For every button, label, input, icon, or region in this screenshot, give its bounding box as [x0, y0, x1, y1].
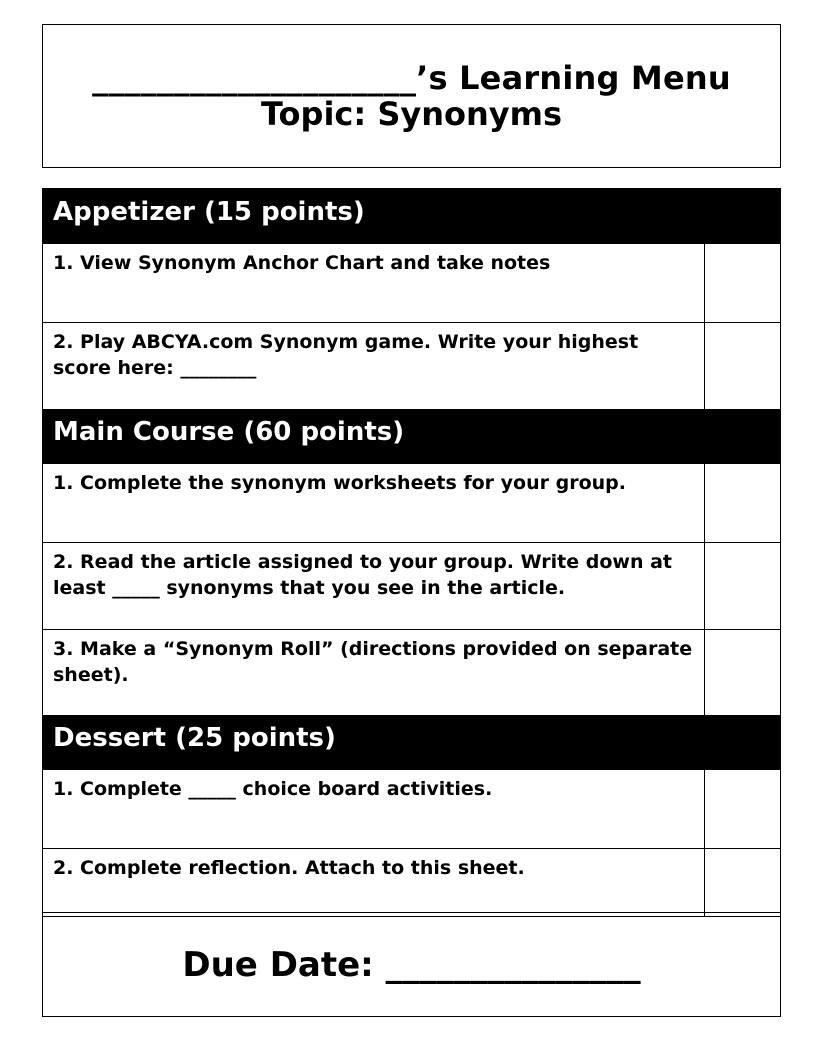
- menu-header: [42, 24, 781, 168]
- task-row: [43, 629, 780, 715]
- learning-menu-table: [42, 188, 781, 917]
- section-heading-main-course: Main Course (60 points): [43, 409, 780, 463]
- task-row: [43, 848, 780, 916]
- due-date-blank: _______________: [385, 944, 641, 985]
- task-text: 2. Play ABCYA.com Synonym game. Write your highest score here: ________: [43, 323, 705, 409]
- topic-line: Topic: Synonyms: [260, 95, 563, 133]
- task-checkbox[interactable]: [705, 770, 780, 848]
- name-blank: ____________________: [92, 59, 417, 97]
- task-row: [43, 542, 780, 629]
- task-text: 1. Complete the synonym worksheets for your group.: [43, 464, 705, 542]
- section-heading-appetizer: Appetizer (15 points): [43, 189, 780, 243]
- task-checkbox[interactable]: [705, 630, 780, 715]
- task-text: 1. Complete _____ choice board activities.: [43, 770, 705, 848]
- due-date: [182, 945, 640, 985]
- task-text: 1. View Synonym Anchor Chart and take notes: [43, 244, 705, 322]
- task-checkbox[interactable]: [705, 323, 780, 409]
- page-title: [92, 60, 731, 96]
- task-checkbox[interactable]: [705, 464, 780, 542]
- due-date-box: [42, 912, 781, 1017]
- task-row: [43, 322, 780, 409]
- task-checkbox[interactable]: [705, 543, 780, 629]
- task-text: 3. Make a “Synonym Roll” (directions provided on separate sheet).: [43, 630, 705, 715]
- section-heading-dessert: Dessert (25 points): [43, 715, 780, 769]
- task-text: 2. Read the article assigned to your group. Write down at least _____ synonyms that you see in the article.: [43, 543, 705, 629]
- task-row: [43, 243, 780, 322]
- title-suffix: ’s Learning Menu: [416, 59, 731, 97]
- task-row: [43, 769, 780, 848]
- task-checkbox[interactable]: [705, 849, 780, 916]
- task-text: 2. Complete reflection. Attach to this sheet.: [43, 849, 705, 916]
- task-checkbox[interactable]: [705, 244, 780, 322]
- due-date-label: Due Date:: [182, 944, 374, 985]
- task-row: [43, 463, 780, 542]
